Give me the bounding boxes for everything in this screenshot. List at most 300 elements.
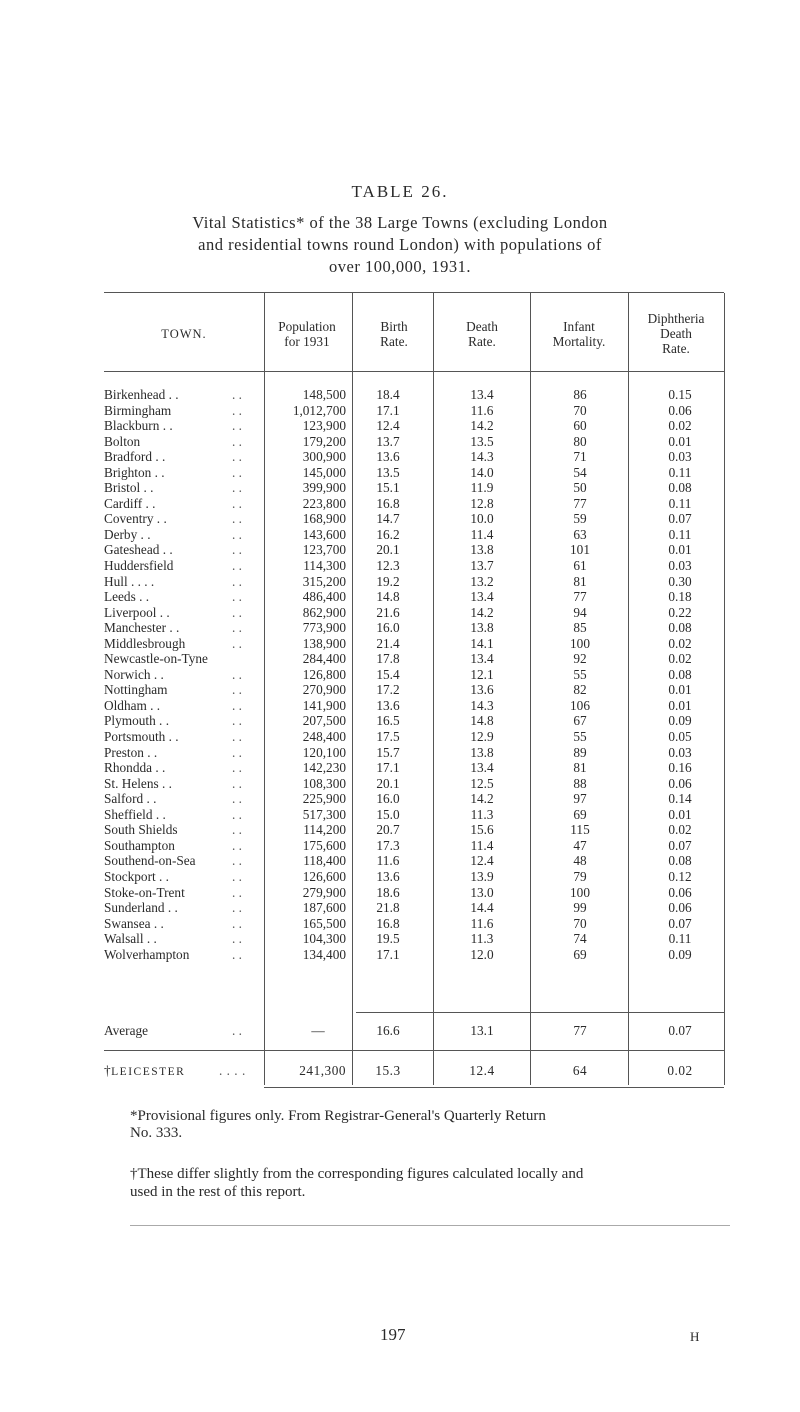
infant-mortality-cell: 47 (573, 837, 587, 853)
table-row (104, 574, 724, 590)
birth-rate-cell: 21.8 (376, 900, 400, 916)
average-row (104, 1023, 724, 1039)
page-number: 197 (380, 1325, 406, 1344)
dots-cell: . . (232, 837, 242, 853)
death-rate-cell: 12.0 (470, 946, 494, 962)
death-rate-cell: 13.9 (470, 868, 494, 884)
town-cell: Derby . . (104, 526, 151, 542)
table-row (104, 682, 724, 698)
table-row (104, 651, 724, 667)
table-row (104, 620, 724, 636)
death-rate-cell: 11.4 (470, 837, 494, 853)
birth-rate-cell: 12.3 (376, 558, 400, 574)
population-cell: 134,400 (302, 946, 346, 962)
birth-rate-cell: 15.7 (376, 744, 400, 760)
infant-mortality-cell: 60 (573, 418, 587, 434)
town-cell: Liverpool . . (104, 604, 170, 620)
town-cell: Portsmouth . . (104, 729, 179, 745)
population-cell: 773,900 (302, 620, 346, 636)
header-diphtheria-line3: Rate. (662, 341, 690, 356)
population-cell: 270,900 (302, 682, 346, 698)
population-cell: 279,900 (302, 884, 346, 900)
death-rate-cell: 12.9 (470, 729, 494, 745)
diphtheria-rate-cell: 0.15 (668, 387, 692, 402)
leicester-diphtheria-rate: 0.02 (667, 1063, 693, 1078)
population-cell: 114,300 (303, 558, 346, 574)
table-row (104, 791, 724, 807)
population-cell: 114,200 (303, 822, 346, 838)
town-cell: Newcastle-on-Tyne (104, 651, 208, 667)
death-rate-cell: 13.6 (470, 682, 494, 698)
town-cell: Manchester . . (104, 620, 180, 636)
birth-rate-cell: 16.5 (376, 713, 400, 729)
death-rate-cell: 13.7 (470, 558, 494, 574)
death-rate-cell: 13.4 (470, 651, 494, 667)
infant-mortality-cell: 85 (573, 620, 587, 636)
dots-cell: . . (232, 760, 242, 776)
infant-mortality-cell: 101 (570, 542, 590, 558)
table-row (104, 745, 724, 761)
death-rate-cell: 14.8 (470, 713, 494, 729)
diphtheria-rate-cell: 0.22 (668, 604, 692, 620)
average-death-rate: 13.1 (470, 1023, 494, 1038)
birth-rate-cell: 14.7 (376, 511, 400, 527)
birth-rate-cell: 11.6 (376, 853, 400, 869)
population-cell: 104,300 (302, 931, 346, 947)
table-row (104, 418, 724, 434)
table-row (104, 667, 724, 683)
town-cell: Preston . . (104, 744, 158, 760)
birth-rate-cell: 19.5 (376, 931, 400, 947)
death-rate-cell: 12.4 (470, 853, 494, 869)
header-diphtheria-line1: Diphtheria (647, 311, 705, 326)
town-cell: Oldham . . (104, 697, 161, 713)
diphtheria-rate-cell: 0.03 (668, 558, 692, 574)
birth-rate-cell: 16.8 (376, 915, 400, 931)
diphtheria-rate-cell: 0.09 (668, 946, 692, 962)
diphtheria-rate-cell: 0.11 (668, 931, 692, 947)
table-row (104, 511, 724, 527)
diphtheria-rate-cell: 0.18 (668, 589, 692, 605)
header-population-line1: Population (278, 319, 336, 334)
dots-cell: . . (232, 931, 242, 947)
dots-cell: . . (232, 868, 242, 884)
town-cell: Leeds . . (104, 589, 150, 605)
population-cell: 168,900 (302, 511, 346, 527)
birth-rate-cell: 17.1 (376, 402, 400, 418)
table-row (104, 434, 724, 450)
death-rate-cell: 12.8 (470, 495, 494, 511)
diphtheria-rate-cell: 0.30 (668, 573, 692, 589)
diphtheria-rate-cell: 0.01 (668, 697, 692, 713)
infant-mortality-cell: 74 (573, 931, 587, 947)
table-row (104, 605, 724, 621)
death-rate-cell: 14.2 (470, 604, 494, 620)
infant-mortality-cell: 69 (573, 806, 587, 822)
subtitle-line-3: over 100,000, 1931. (329, 257, 471, 276)
death-rate-cell: 15.6 (470, 822, 494, 838)
population-cell: 517,300 (302, 806, 346, 822)
diphtheria-rate-cell: 0.12 (668, 868, 692, 884)
infant-mortality-cell: 115 (570, 822, 590, 838)
dots-cell: . . (232, 744, 242, 760)
infant-mortality-cell: 77 (573, 495, 587, 511)
diphtheria-rate-cell: 0.02 (668, 651, 692, 667)
death-rate-cell: 13.4 (470, 760, 494, 776)
birth-rate-cell: 19.2 (376, 573, 400, 589)
population-cell: 123,700 (302, 542, 346, 558)
dots-cell: . . (232, 604, 242, 620)
table-title: TABLE 26. (351, 182, 449, 201)
dots-cell: . . (232, 682, 242, 698)
death-rate-cell: 13.8 (470, 542, 494, 558)
death-rate-cell: 14.2 (470, 791, 494, 807)
birth-rate-cell: 17.2 (376, 682, 400, 698)
birth-rate-cell: 13.6 (376, 449, 400, 465)
table-row (104, 496, 724, 512)
diphtheria-rate-cell: 0.11 (668, 464, 692, 480)
dagger-mark: † (104, 1063, 112, 1078)
header-birth-line1: Birth (380, 319, 408, 334)
header-diphtheria-line2: Death (660, 326, 692, 341)
footnote-dagger (130, 1165, 730, 1201)
birth-rate-cell: 16.2 (376, 526, 400, 542)
diphtheria-rate-cell: 0.01 (668, 682, 692, 698)
table-row (104, 465, 724, 481)
table-row (104, 807, 724, 823)
death-rate-cell: 11.3 (470, 806, 494, 822)
diphtheria-rate-cell: 0.06 (668, 402, 692, 418)
birth-rate-cell: 13.6 (376, 697, 400, 713)
town-cell: Birkenhead . . (104, 387, 179, 402)
diphtheria-rate-cell: 0.14 (668, 791, 692, 807)
birth-rate-cell: 17.1 (376, 760, 400, 776)
birth-rate-cell: 12.4 (376, 418, 400, 434)
table-row (104, 838, 724, 854)
header-infant-line1: Infant (563, 319, 595, 334)
table-row (104, 589, 724, 605)
dots-cell: . . (232, 915, 242, 931)
infant-mortality-cell: 54 (573, 464, 587, 480)
page-letter: H (690, 1329, 700, 1344)
town-cell: Norwich . . (104, 666, 164, 682)
infant-mortality-cell: 70 (573, 915, 587, 931)
footnote-provisional-line2: No. 333. (130, 1125, 183, 1141)
diphtheria-rate-cell: 0.01 (668, 806, 692, 822)
birth-rate-cell: 16.0 (376, 620, 400, 636)
infant-mortality-cell: 63 (573, 526, 587, 542)
town-cell: Southampton (104, 837, 175, 853)
dots-cell: . . (232, 635, 242, 651)
header-town: TOWN. (161, 327, 207, 341)
birth-rate-cell: 13.7 (376, 433, 400, 449)
header-population-line2: for 1931 (284, 334, 330, 349)
death-rate-cell: 13.8 (470, 744, 494, 760)
dots-cell: . . (232, 433, 242, 449)
diphtheria-rate-cell: 0.07 (668, 837, 692, 853)
average-dots: . . (232, 1023, 242, 1038)
infant-mortality-cell: 80 (573, 433, 587, 449)
birth-rate-cell: 20.7 (376, 822, 400, 838)
infant-mortality-cell: 92 (573, 651, 587, 667)
diphtheria-rate-cell: 0.02 (668, 418, 692, 434)
death-rate-cell: 14.3 (470, 449, 494, 465)
infant-mortality-cell: 106 (570, 697, 590, 713)
average-diphtheria-rate: 0.07 (668, 1023, 692, 1038)
dots-cell: . . (232, 884, 242, 900)
town-cell: Hull . . . . (104, 573, 155, 589)
header-population (266, 319, 348, 349)
vital-statistics-table (104, 297, 724, 962)
table-row (104, 822, 724, 838)
population-cell: 315,200 (302, 573, 346, 589)
infant-mortality-cell: 82 (573, 682, 587, 698)
population-cell: 248,400 (302, 729, 346, 745)
population-cell: 399,900 (302, 480, 346, 496)
population-cell: 225,900 (302, 791, 346, 807)
town-cell: Blackburn . . (104, 418, 173, 434)
infant-mortality-cell: 86 (573, 387, 587, 402)
header-birth-rate (354, 319, 434, 349)
table-row (104, 885, 724, 901)
leicester-infant-mortality: 64 (572, 1063, 588, 1078)
table-row (104, 542, 724, 558)
table-row (104, 916, 724, 932)
average-population: — (311, 1023, 325, 1038)
town-cell: Nottingham (104, 682, 168, 698)
town-cell: Stoke-on-Trent (104, 884, 185, 900)
birth-rate-cell: 14.8 (376, 589, 400, 605)
header-infant-mortality (530, 319, 628, 349)
dots-cell: . . (232, 387, 242, 402)
birth-rate-cell: 20.1 (376, 542, 400, 558)
table-row (104, 480, 724, 496)
footer-rule (130, 1225, 730, 1226)
leicester-population: 241,300 (299, 1063, 346, 1078)
table-row (104, 776, 724, 792)
dots-cell: . . (232, 729, 242, 745)
population-cell: 165,500 (302, 915, 346, 931)
leicester-death-rate: 12.4 (469, 1063, 495, 1078)
birth-rate-cell: 13.5 (376, 464, 400, 480)
dots-cell: . . (232, 402, 242, 418)
population-cell: 862,900 (302, 604, 346, 620)
table-row (104, 698, 724, 714)
population-cell: 187,600 (302, 900, 346, 916)
diphtheria-rate-cell: 0.06 (668, 900, 692, 916)
town-cell: Bradford . . (104, 449, 166, 465)
diphtheria-rate-cell: 0.08 (668, 480, 692, 496)
average-label: Average (104, 1023, 149, 1038)
town-cell: Plymouth . . (104, 713, 170, 729)
table-row (104, 387, 724, 403)
infant-mortality-cell: 88 (573, 775, 587, 791)
town-cell: Cardiff . . (104, 495, 156, 511)
leicester-dots: . . . . (219, 1063, 246, 1078)
table-row (104, 636, 724, 652)
death-rate-cell: 13.4 (470, 387, 494, 402)
header-infant-line2: Mortality. (552, 334, 606, 349)
infant-mortality-cell: 94 (573, 604, 587, 620)
infant-mortality-cell: 55 (573, 666, 587, 682)
birth-rate-cell: 15.1 (376, 480, 400, 496)
average-infant-mortality: 77 (573, 1023, 587, 1038)
infant-mortality-cell: 48 (573, 853, 587, 869)
diphtheria-rate-cell: 0.06 (668, 775, 692, 791)
dots-cell: . . (232, 558, 242, 574)
infant-mortality-cell: 59 (573, 511, 587, 527)
town-cell: Rhondda . . (104, 760, 166, 776)
birth-rate-cell: 16.8 (376, 495, 400, 511)
birth-rate-cell: 17.5 (376, 729, 400, 745)
diphtheria-rate-cell: 0.03 (668, 449, 692, 465)
population-cell: 175,600 (302, 837, 346, 853)
diphtheria-rate-cell: 0.08 (668, 620, 692, 636)
town-cell: Southend-on-Sea (104, 853, 196, 869)
death-rate-cell: 11.6 (470, 402, 494, 418)
infant-mortality-cell: 81 (573, 573, 587, 589)
dots-cell: . . (232, 418, 242, 434)
infant-mortality-cell: 100 (570, 635, 590, 651)
header-birth-line2: Rate. (380, 334, 408, 349)
table-row (104, 869, 724, 885)
death-rate-cell: 13.2 (470, 573, 494, 589)
dots-cell: . . (232, 806, 242, 822)
table-row (104, 947, 724, 963)
death-rate-cell: 13.8 (470, 620, 494, 636)
birth-rate-cell: 21.4 (376, 635, 400, 651)
town-cell: Brighton . . (104, 464, 165, 480)
table-right-border (724, 293, 725, 1085)
infant-mortality-cell: 67 (573, 713, 587, 729)
diphtheria-rate-cell: 0.08 (668, 666, 692, 682)
diphtheria-rate-cell: 0.07 (668, 511, 692, 527)
table-bottom-rule (264, 1087, 724, 1088)
table-row (104, 558, 724, 574)
death-rate-cell: 12.5 (470, 775, 494, 791)
table-row (104, 527, 724, 543)
birth-rate-cell: 17.8 (376, 651, 400, 667)
diphtheria-rate-cell: 0.05 (668, 729, 692, 745)
town-cell: St. Helens . . (104, 775, 172, 791)
population-cell: 142,230 (302, 760, 346, 776)
dots-cell: . . (232, 620, 242, 636)
death-rate-cell: 11.9 (470, 480, 494, 496)
death-rate-cell: 14.3 (470, 697, 494, 713)
town-cell: Coventry . . (104, 511, 167, 527)
birth-rate-cell: 18.6 (376, 884, 400, 900)
population-cell: 138,900 (302, 635, 346, 651)
infant-mortality-cell: 99 (573, 900, 587, 916)
population-cell: 120,100 (302, 744, 346, 760)
diphtheria-rate-cell: 0.01 (668, 542, 692, 558)
table-subtitle (90, 212, 710, 278)
birth-rate-cell: 17.1 (376, 946, 400, 962)
dots-cell: . . (232, 822, 242, 838)
death-rate-cell: 14.2 (470, 418, 494, 434)
population-cell: 141,900 (302, 697, 346, 713)
header-death-rate (434, 319, 530, 349)
infant-mortality-cell: 50 (573, 480, 587, 496)
dots-cell: . . (232, 480, 242, 496)
table-row (104, 760, 724, 776)
death-rate-cell: 13.5 (470, 433, 494, 449)
diphtheria-rate-cell: 0.08 (668, 853, 692, 869)
diphtheria-rate-cell: 0.11 (668, 495, 692, 511)
diphtheria-rate-cell: 0.01 (668, 433, 692, 449)
dots-cell: . . (232, 589, 242, 605)
birth-rate-cell: 13.6 (376, 868, 400, 884)
table-header (104, 297, 724, 375)
town-cell: Huddersfield (104, 558, 174, 574)
dots-cell: . . (232, 573, 242, 589)
dots-cell: . . (232, 495, 242, 511)
average-top-rule (356, 1012, 724, 1013)
death-rate-cell: 11.3 (470, 931, 494, 947)
footnote-dagger-line1: †These differ slightly from the corresponding figures calculated locally and (130, 1166, 584, 1182)
town-cell: Salford . . (104, 791, 157, 807)
table-row (104, 729, 724, 745)
diphtheria-rate-cell: 0.03 (668, 744, 692, 760)
town-cell: South Shields (104, 822, 178, 838)
leicester-row (104, 1063, 724, 1079)
table-row (104, 853, 724, 869)
leicester-name: LEICESTER (111, 1066, 186, 1078)
infant-mortality-cell: 69 (573, 946, 587, 962)
birth-rate-cell: 17.3 (376, 837, 400, 853)
birth-rate-cell: 15.4 (376, 666, 400, 682)
infant-mortality-cell: 71 (573, 449, 587, 465)
header-death-line1: Death (466, 319, 498, 334)
population-cell: 123,900 (302, 418, 346, 434)
death-rate-cell: 11.4 (470, 526, 494, 542)
subtitle-line-2: and residential towns round London) with populations of (198, 235, 602, 254)
death-rate-cell: 14.4 (470, 900, 494, 916)
footnote-dagger-line2: used in the rest of this report. (130, 1184, 306, 1200)
population-cell: 126,600 (302, 868, 346, 884)
town-cell: Walsall . . (104, 931, 157, 947)
footnote-provisional-line1: *Provisional figures only. From Registrar-General's Quarterly Return (130, 1108, 546, 1124)
death-rate-cell: 12.1 (470, 666, 494, 682)
population-cell: 207,500 (302, 713, 346, 729)
diphtheria-rate-cell: 0.06 (668, 884, 692, 900)
population-cell: 148,500 (302, 387, 346, 402)
table-top-rule (104, 292, 724, 293)
town-cell: Gateshead . . (104, 542, 173, 558)
infant-mortality-cell: 61 (573, 558, 587, 574)
leicester-birth-rate: 15.3 (375, 1063, 401, 1078)
infant-mortality-cell: 97 (573, 791, 587, 807)
birth-rate-cell: 15.0 (376, 806, 400, 822)
death-rate-cell: 13.0 (470, 884, 494, 900)
table-row (104, 931, 724, 947)
population-cell: 145,000 (302, 464, 346, 480)
average-birth-rate: 16.6 (376, 1023, 400, 1038)
dots-cell: . . (232, 511, 242, 527)
diphtheria-rate-cell: 0.02 (668, 822, 692, 838)
population-cell: 284,400 (302, 651, 346, 667)
population-cell: 118,400 (303, 853, 346, 869)
death-rate-cell: 10.0 (470, 511, 494, 527)
diphtheria-rate-cell: 0.16 (668, 760, 692, 776)
death-rate-cell: 11.6 (470, 915, 494, 931)
dots-cell: . . (232, 666, 242, 682)
dots-cell: . . (232, 449, 242, 465)
town-cell: Stockport . . (104, 868, 170, 884)
table-row (104, 900, 724, 916)
population-cell: 223,800 (302, 495, 346, 511)
infant-mortality-cell: 77 (573, 589, 587, 605)
